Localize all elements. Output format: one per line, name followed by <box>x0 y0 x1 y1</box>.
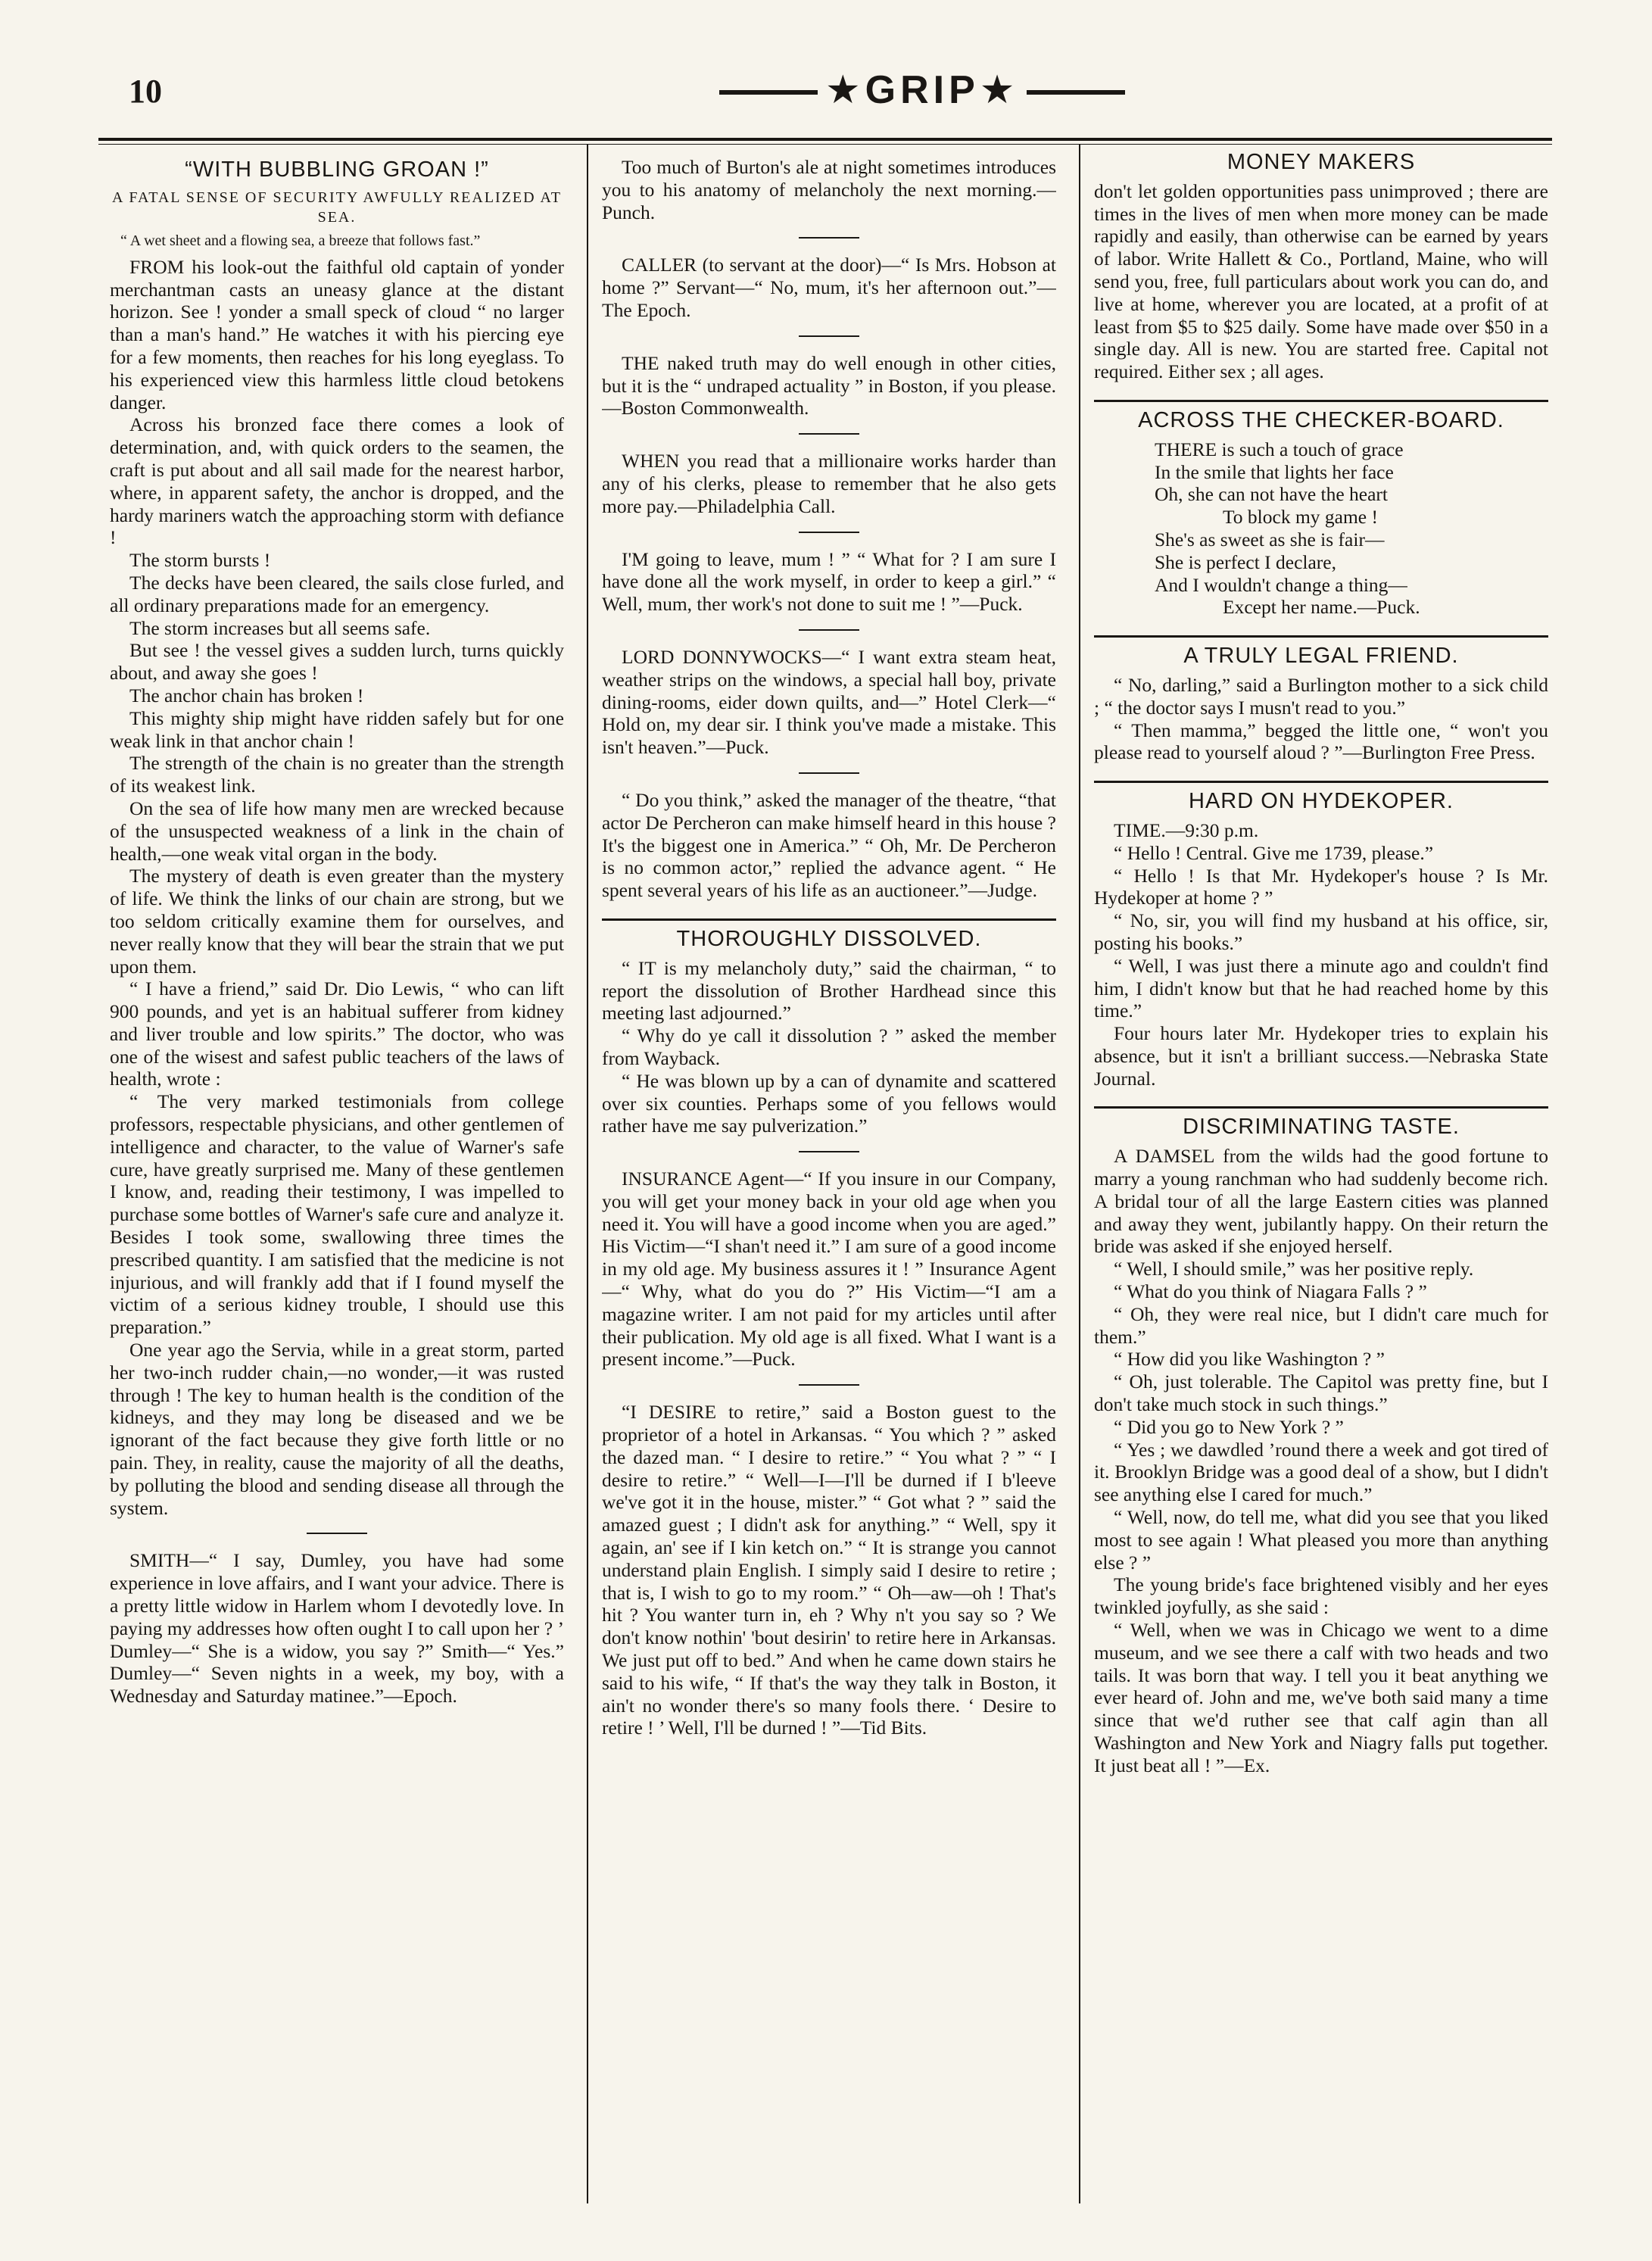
paragraph: One year ago the Servia, while in a great storm, parted her two-inch rudder chain,—no wonder,—it was rusted through ! The key to human health is the condition of the kidneys, and they may long be diseased and we be ignorant of the fact because they give forth little or no pain. They, in reality, cause the majority of all the deaths, by polluting the blood and sending disease all through the system. <box>110 1339 564 1519</box>
paragraph: “ Oh, they were real nice, but I didn't care much for them.” <box>1094 1302 1548 1348</box>
poem-line: Except her name.—Puck. <box>1223 596 1420 619</box>
paragraph: “ How did you like Washington ? ” <box>1114 1348 1385 1371</box>
paragraph: “ Well, now, do tell me, what did you see that you liked most to see again ! What pleased you more than anything else ? ” <box>1094 1506 1548 1573</box>
poem-line: THERE is such a touch of grace <box>1155 438 1404 460</box>
paragraph: On the sea of life how many men are wrecked because of the unsuspected weakness of a link in the chain of health,—one weak vital organ in the body. <box>110 797 564 865</box>
paragraph: “ I have a friend,” said Dr. Dio Lewis, “ who can lift 900 pounds, and yet is an habitual sufferer from kidney and liver trouble and low spirits.” The doctor, who was one of the wisest and safest public teachers of the laws of health, wrote : <box>110 978 564 1090</box>
joke: “ Do you think,” asked the manager of the theatre, “that actor De Percheron can make himself heard in this house ? It's the biggest one in America.” “ Oh, Mr. De Percheron is no common actor,” replied the advance agent. “ He spent several years of his life as an auctioneer.”—Judge. <box>602 788 1056 902</box>
paragraph: “ Hello ! Central. Give me 1739, please.” <box>1114 841 1434 864</box>
article-title: HARD ON HYDEKOPER. <box>1189 789 1454 814</box>
page-header <box>98 68 1552 125</box>
paragraph: The decks have been cleared, the sails close furled, and all ordinary preparations made for an emergency. <box>110 571 564 616</box>
paragraph: “ Did you go to New York ? ” <box>1114 1415 1344 1438</box>
paragraph: The storm bursts ! <box>129 549 271 572</box>
paragraph: “ Hello ! Is that Mr. Hydekoper's house ? Is Mr. Hydekoper at home ? ” <box>1094 864 1548 909</box>
separator <box>799 237 859 239</box>
separator <box>799 532 859 533</box>
article-title: THOROUGHLY DISSOLVED. <box>676 926 982 951</box>
article-title: DISCRIMINATING TASTE. <box>1183 1115 1460 1140</box>
paragraph: “ Well, when we was in Chicago we went to a dime museum, and we see there a calf with two heads and two tails. It was born that way. I tell you it beat anything we ever heard of. John and me, we've both said many a time since that we'd ruther see that calf agin than all Washington and New York and Niagry falls put together. It just beat all ! ”—Ex. <box>1094 1619 1548 1776</box>
paragraph: The anchor chain has broken ! <box>129 684 364 706</box>
separator <box>799 772 859 774</box>
article-title: ACROSS THE CHECKER-BOARD. <box>1138 407 1504 432</box>
joke: CALLER (to servant at the door)—“ Is Mrs. Hobson at home ?” Servant—“ No, mum, it's her afternoon out.”—The Epoch. <box>602 254 1056 321</box>
joke: Too much of Burton's ale at night sometimes introduces you to his anatomy of melancholy the next morning.—Punch. <box>602 156 1056 223</box>
paragraph: FROM his look-out the faithful old captain of yonder merchantman casts an uneasy glance at the distant horizon. See ! yonder a small speck of cloud “ no larger than a man's hand.” He watches it with his piercing eye for a few moments, then reaches for his long eyeglass. To his experienced view this harmless little cloud betokens danger. <box>110 255 564 413</box>
article-subtitle: A FATAL SENSE OF SECURITY AWFULLY REALIZED AT SEA. <box>112 189 562 226</box>
poem-line: To block my game ! <box>1223 506 1378 529</box>
joke-insurance: INSURANCE Agent—“ If you insure in our Company, you will get your money back in your old age when you need it. You will have a good income when you are aged.” His Victim—“I shan't need it.” I am sure of a good income in my old age. My business assures it ! ” Insurance Agent—“ Why, what do you do ?” His Victim—“I am a magazine writer. I am not paid for my articles until after their publication. My old age is all fixed. What I want is a present income.”—Puck. <box>602 1168 1056 1371</box>
poem-line: She is perfect I declare, <box>1155 550 1336 573</box>
section-rule <box>1094 781 1548 783</box>
paragraph: Across his bronzed face there comes a look of determination, and, with quick orders to the seamen, the craft is put about and all sail made for the nearest harbor, where, in apparent safety, the anchor is dropped, and the hardy mariners watch the approaching storm with defiance ! <box>110 413 564 549</box>
paragraph: “ Well, I was just there a minute ago and couldn't find him, I didn't know but that he had reached home by this time.” <box>1094 954 1548 1022</box>
column-3 <box>1094 151 1548 2203</box>
paragraph: “ IT is my melancholy duty,” said the chairman, “ to report the dissolution of Brother Hardhead since this meeting last adjourned.” <box>602 956 1056 1024</box>
separator <box>799 1384 859 1386</box>
separator <box>799 629 859 631</box>
paragraph: “ No, sir, you will find my husband at his office, sir, posting his books.” <box>1094 909 1548 954</box>
paragraph: The strength of the chain is no greater than the strength of its weakest link. <box>110 752 564 797</box>
paragraph: Four hours later Mr. Hydekoper tries to explain his absence, but it isn't a brilliant success.—Nebraska State Journal. <box>1094 1022 1548 1090</box>
column-divider <box>587 144 588 2203</box>
masthead-title: GRIP <box>865 68 980 112</box>
separator <box>307 1533 367 1534</box>
paragraph: “ Yes ; we dawdled ’round there a week and got tired of it. Brooklyn Bridge was a good deal of a show, but I didn't see anything else I cared for much.” <box>1094 1438 1548 1506</box>
header-rule <box>98 138 1552 141</box>
article-title: A TRULY LEGAL FRIEND. <box>1183 644 1459 669</box>
joke-retire: “I DESIRE to retire,” said a Boston guest to the proprietor of a hotel in Arkansas. “ You which ? ” asked the dazed man. “ I desire to retire.” “ You what ? ” “ I desire to retire.” “ Well—I—I'll be durned if I b'leeve we've got it in the house, mister.” “ Got what ? ” said the amazed guest ; I didn't ask for anything.” “ Well, spy it again, an' see if I kin ketch on.” “ It is strange you cannot understand plain English. I simply said I desire to retire ; that is, I wish to go to my room.” “ Oh—aw—oh ! That's hit ? You wanter turn in, eh ? Why n't you say so ? We don't know nothin' 'bout desirin' to retire here in Arkansas. We just put off to bed.” And when he came down stairs he said to his wife, “ If that's the way they talk in Boston, it ain't no wonder there's so many fools there. ‘ Desire to retire ! ’ Well, I'll be durned ! ”—Tid Bits. <box>602 1401 1056 1739</box>
joke: THE naked truth may do well enough in other cities, but it is the “ undraped actuality ” in Boston, if you please.—Boston Commonwealth. <box>602 351 1056 419</box>
paragraph: “ He was blown up by a can of dynamite and scattered over six counties. Perhaps some of you fellows would rather have me say pulverization.” <box>602 1069 1056 1137</box>
separator <box>799 1151 859 1152</box>
poem-line: And I wouldn't change a thing— <box>1155 573 1407 596</box>
column-1 <box>110 151 564 2203</box>
column-2 <box>602 151 1056 2203</box>
separator <box>799 433 859 435</box>
section-rule <box>1094 635 1548 638</box>
article-title: MONEY MAKERS <box>1227 151 1416 174</box>
paragraph: “ Why do ye call it dissolution ? ” asked the member from Wayback. <box>602 1024 1056 1069</box>
joke: LORD DONNYWOCKS—“ I want extra steam heat, weather strips on the windows, a special hall boy, private dining-rooms, eider down quilts, and—” Hotel Clerk—“ Hold on, my dear sir. I think you've made a mistake. This isn't heaven.”—Puck. <box>602 645 1056 759</box>
paragraph: “ No, darling,” said a Burlington mother to a sick child ; “ the doctor says I musn't read to you.” <box>1094 673 1548 719</box>
poem-line: Oh, she can not have the heart <box>1155 483 1389 506</box>
masthead: ★GRIP★ <box>712 67 1133 113</box>
joke: WHEN you read that a millionaire works harder than any of his clerks, please to remember that he also gets more pay.—Philadelphia Call. <box>602 450 1056 517</box>
article-title: “WITH BUBBLING GROAN !” <box>185 157 489 182</box>
paragraph: But see ! the vessel gives a sudden lurch, turns quickly about, and away she goes ! <box>110 639 564 685</box>
joke-smith: SMITH—“ I say, Dumley, you have had some experience in love affairs, and I want your advice. There is a pretty little widow in Harlem whom I devotedly love. In paying my addresses how often ought I to call upon her ? ’ Dumley—“ She is a widow, you say ?” Smith—“ Yes.” Dumley—“ Seven nights in a week, my boy, with a Wednesday and Saturday matinee.”—Epoch. <box>110 1549 564 1707</box>
section-rule <box>1094 1106 1548 1109</box>
epigraph: “ A wet sheet and a flowing sea, a breeze that follows fast.” <box>120 232 481 249</box>
paragraph: “ The very marked testimonials from college professors, respectable physicians, and other gentlemen of intelligence and character, to the value of Warner's safe cure, have greatly surprised me. Many of these gentlemen I know, and, reading their testimony, I was impelled to purchase some bottles of Warner's safe cure and analyze it. Besides I took some, swallowing three times the prescribed quantity. I am satisfied that the medicine is not injurious, and will frankly add that if I found myself the victim of a serious kidney trouble, I should use this preparation.” <box>110 1090 564 1339</box>
paragraph: “ Well, I should smile,” was her positive reply. <box>1114 1258 1474 1280</box>
paragraph: “ Oh, just tolerable. The Capitol was pretty fine, but I don't take much stock in such things.” <box>1094 1371 1548 1416</box>
poem-line: She's as sweet as she is fair— <box>1155 528 1385 550</box>
column-divider <box>1079 144 1080 2203</box>
separator <box>799 335 859 337</box>
header-rule-thin <box>98 144 1552 145</box>
joke: I'M going to leave, mum ! ” “ What for ? I am sure I have done all the work myself, in order to keep a girl.” “ Well, mum, ther work's not done to suit me ! ”—Puck. <box>602 547 1056 616</box>
paragraph: The storm increases but all seems safe. <box>129 616 431 639</box>
paragraph: The young bride's face brightened visibly and her eyes twinkled joyfully, as she said : <box>1094 1573 1548 1619</box>
advertisement-text: don't let golden opportunities pass unimproved ; there are times in the lives of men when more money can be made rapidly and easily, than otherwise can be earned by years of labor. Write Hallett & Co., Portland, Maine, who will send you, free, full particulars about work you can do, and live at home, wherever you are located, at a profit of at least from $5 to $25 daily. Some have made over $50 in a single day. All is new. You are started free. Capital not required. Either sex ; all ages. <box>1094 179 1548 383</box>
page-number: 10 <box>129 73 162 110</box>
paragraph: TIME.—9:30 p.m. <box>1114 819 1259 841</box>
poem-line: In the smile that lights her face <box>1155 460 1394 483</box>
paragraph: “ Then mamma,” begged the little one, “ won't you please read to yourself aloud ? ”—Burlington Free Press. <box>1094 719 1548 764</box>
section-rule <box>602 918 1056 921</box>
paragraph: “ What do you think of Niagara Falls ? ” <box>1114 1280 1427 1303</box>
paragraph: A DAMSEL from the wilds had the good fortune to marry a young ranchman who had suddenly become rich. A bridal tour of all the large Eastern cities was planned and away they went, jubilantly happy. On their return the bride was asked if she enjoyed herself. <box>1094 1145 1548 1258</box>
paragraph: The mystery of death is even greater than the mystery of life. We think the links of our chain are strong, but we too seldom critically examine them for ourselves, and never really know that they will bear the strain that we put upon them. <box>110 865 564 978</box>
paragraph: This mighty ship might have ridden safely but for one weak link in that anchor chain ! <box>110 706 564 752</box>
poem <box>1155 438 1548 619</box>
section-rule <box>1094 400 1548 402</box>
